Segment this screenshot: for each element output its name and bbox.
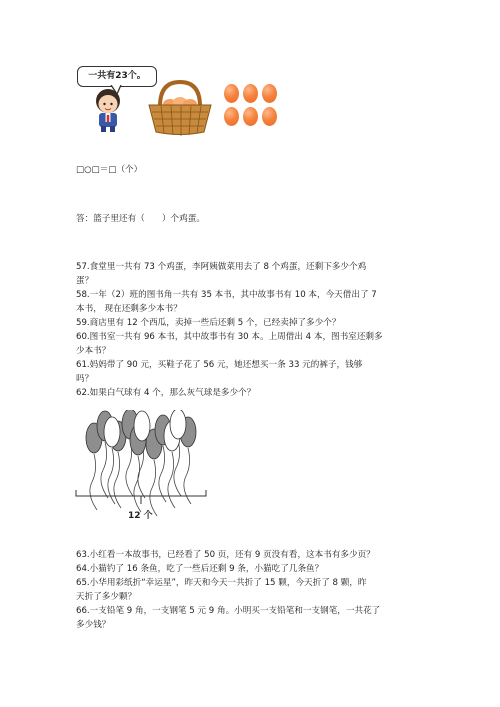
question-63: 63.小红看一本故事书，已经看了 50 页，还有 9 页没有看，这本书有多少页？ bbox=[76, 550, 375, 560]
boy-icon bbox=[88, 86, 128, 134]
egg-icon bbox=[262, 107, 277, 126]
questions-block-b bbox=[76, 548, 436, 632]
white-balloon bbox=[104, 417, 120, 447]
egg-icon bbox=[262, 84, 277, 103]
question-64: 64.小猫钓了 16 条鱼，吃了一些后还剩 9 条，小猫吃了几条鱼？ bbox=[76, 564, 324, 574]
question-61: 61.妈妈带了 90 元，买鞋子花了 56 元，她还想买一条 33 元的裤子，钱够 吗？ bbox=[76, 360, 363, 384]
question-66: 66.一支铅笔 9 角，一支钢笔 5 元 9 角。小明买一支铅笔和一支钢笔，一共花了 多少钱？ bbox=[76, 606, 381, 630]
question-57: 57.食堂里一共有 73 个鸡蛋，李阿姨做菜用去了 8 个鸡蛋，还剩下多少个鸡 蛋？ bbox=[76, 262, 367, 286]
balloon-string bbox=[134, 456, 141, 512]
egg-basket-icon bbox=[146, 76, 214, 136]
answer-line: 答：篮子里还有（ ）个鸡蛋。 bbox=[76, 214, 205, 224]
questions-block-a bbox=[76, 260, 436, 400]
white-balloon bbox=[170, 410, 186, 439]
question-59: 59.商店里有 12 个西瓜，卖掉一些后还剩 5 个，已经卖掉了多少个？ bbox=[76, 318, 341, 328]
question-60: 60.图书室一共有 96 本书，其中故事书有 30 本。上周借出 4 本，图书室还剩多 少本书？ bbox=[76, 332, 383, 356]
egg-icon bbox=[224, 84, 239, 103]
question-58: 58.一年（2）班的图书角一共有 35 本书，其中故事书有 10 本，今天借出了 7 本书， 现在还剩多少本书？ bbox=[76, 290, 377, 314]
balloon-total-label: 12 个 bbox=[128, 511, 153, 521]
white-balloon bbox=[134, 411, 150, 441]
egg-icon bbox=[243, 84, 258, 103]
question-62: 62.如果白气球有 4 个，那么灰气球是多少个？ bbox=[76, 388, 256, 398]
balloon-string bbox=[114, 452, 121, 508]
egg-icon bbox=[243, 107, 258, 126]
egg-icon bbox=[224, 107, 239, 126]
speech-bubble bbox=[77, 66, 157, 87]
balloon-string bbox=[90, 454, 97, 510]
question-65: 65.小华用彩纸折“幸运星”，昨天和今天一共折了 15 颗，今天折了 8 颗，昨 天折了多少颗？ bbox=[76, 578, 367, 602]
balloon-string bbox=[101, 442, 108, 498]
loose-eggs bbox=[222, 82, 282, 130]
speech-bubble-text: 一共有23个。 bbox=[88, 71, 146, 81]
formula-line: □○□＝□（个） bbox=[76, 165, 143, 175]
